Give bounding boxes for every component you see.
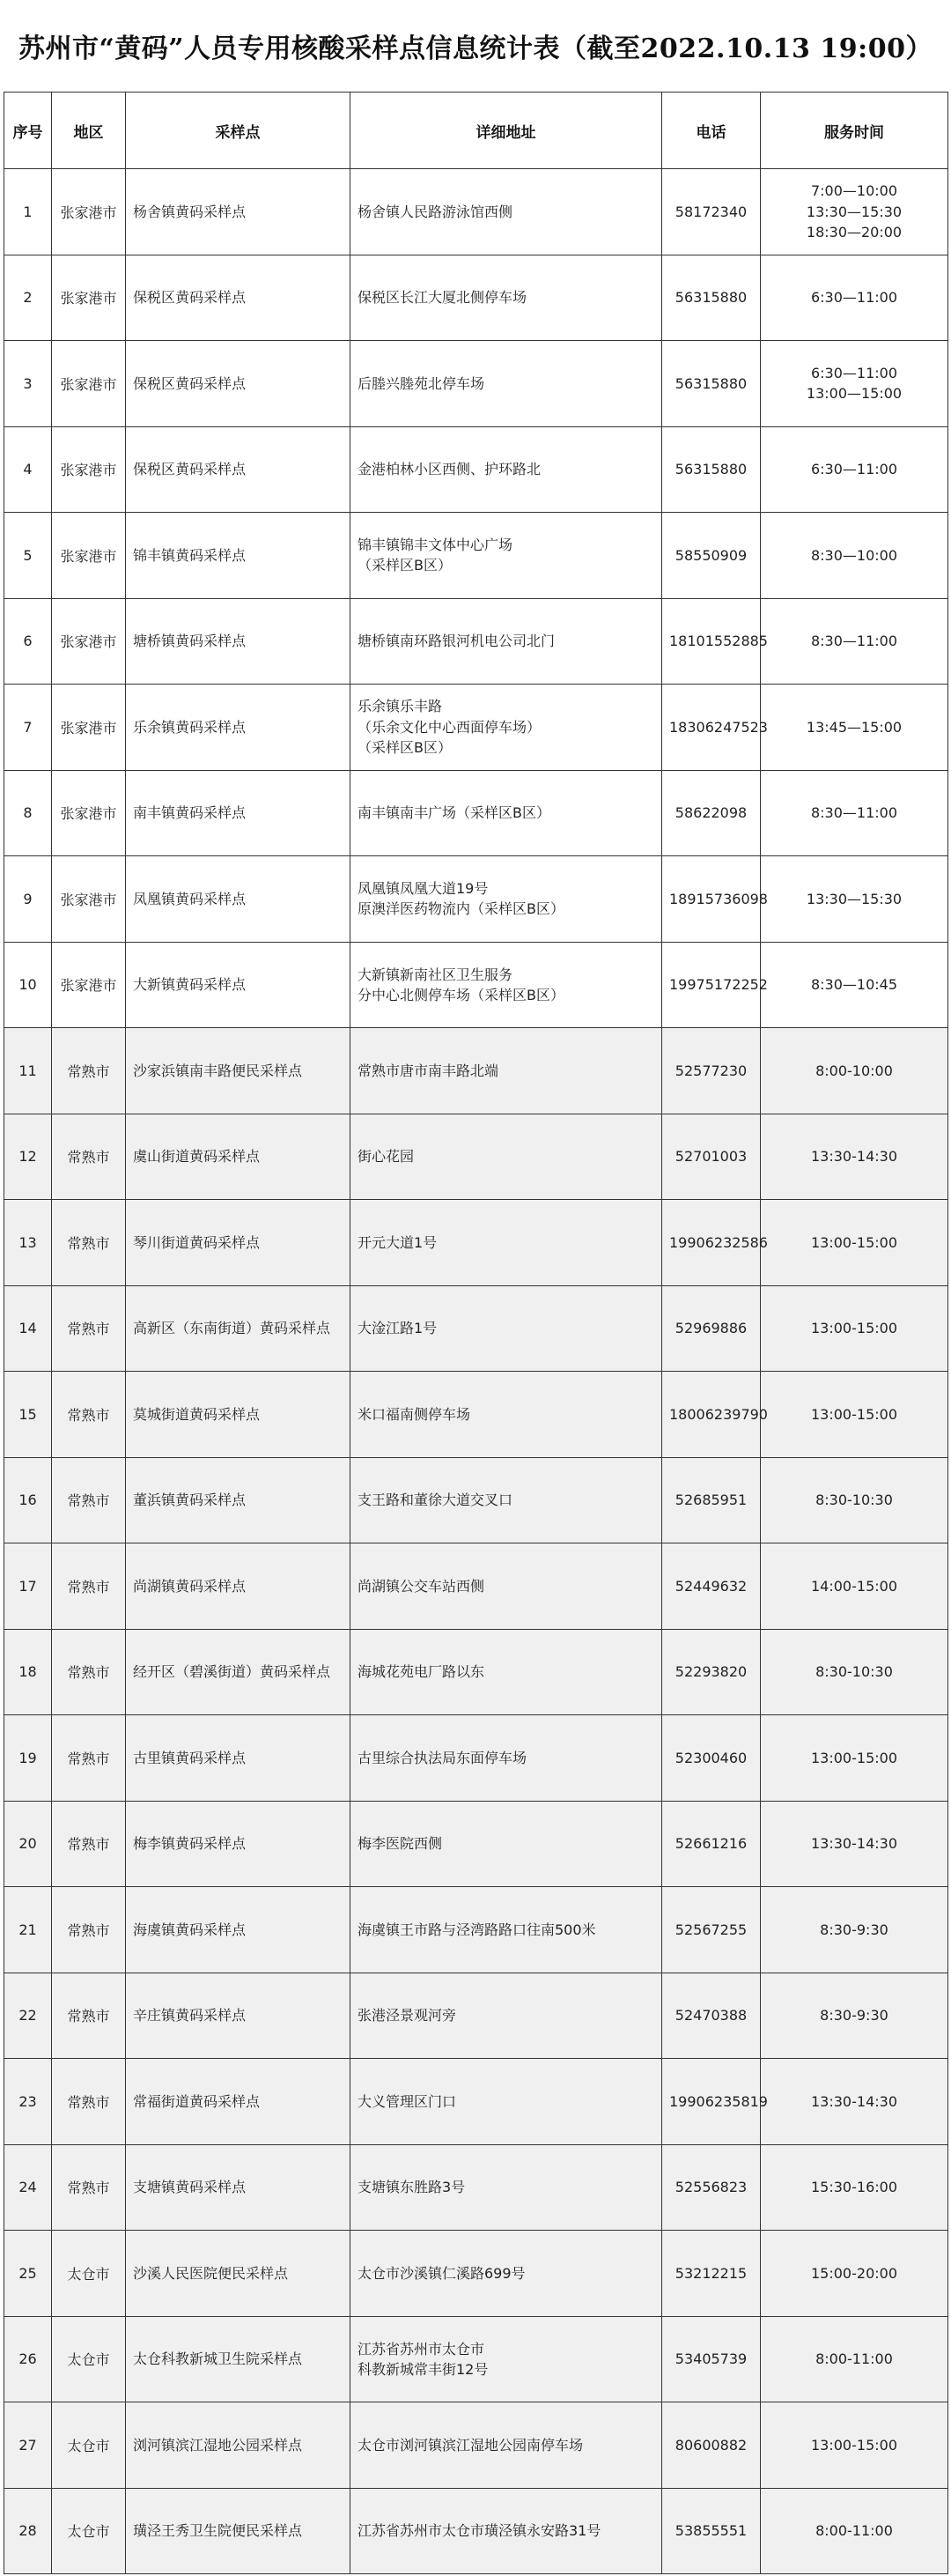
cell-address-line: 乐余镇乐丰路 — [358, 698, 443, 715]
cell-site: 董浜镇黄码采样点 — [126, 1457, 350, 1543]
cell-region: 太仓市 — [52, 2231, 126, 2317]
cell-address-line: 常熟市唐市南丰路北端 — [358, 1062, 499, 1079]
cell-region: 常熟市 — [52, 1200, 126, 1286]
cell-address-line: 江苏省苏州市太仓市 — [358, 2340, 485, 2358]
cell-address — [350, 255, 662, 341]
cell-region: 太仓市 — [52, 2316, 126, 2402]
cell-time — [761, 1285, 948, 1372]
cell-site: 莫城街道黄码采样点 — [126, 1372, 350, 1458]
cell-address — [350, 1200, 662, 1286]
cell-site: 保税区黄码采样点 — [126, 255, 350, 341]
cell-region: 常熟市 — [52, 1457, 126, 1543]
header-site: 采样点 — [126, 93, 350, 169]
cell-site: 杨舍镇黄码采样点 — [126, 169, 350, 255]
cell-region: 常熟市 — [52, 1887, 126, 1973]
cell-site: 海虞镇黄码采样点 — [126, 1887, 350, 1973]
cell-time — [761, 856, 948, 943]
cell-time-line: 6:30—11:00 — [810, 365, 898, 382]
cell-time — [761, 685, 948, 771]
cell-time — [761, 1629, 948, 1715]
cell-time-line: 15:00-20:00 — [811, 2264, 897, 2282]
cell-region: 常熟市 — [52, 1801, 126, 1887]
cell-address — [350, 1629, 662, 1715]
cell-time-line: 8:30-9:30 — [820, 2007, 888, 2025]
cell-region: 常熟市 — [52, 1114, 126, 1200]
cell-region: 常熟市 — [52, 1372, 126, 1458]
cell-time — [761, 513, 948, 599]
cell-phone: 52577230 — [662, 1028, 761, 1114]
cell-phone: 53855551 — [662, 2488, 761, 2574]
cell-site: 锦丰镇黄码采样点 — [126, 513, 350, 599]
table-row — [4, 426, 948, 513]
cell-time — [761, 2231, 948, 2317]
table-row — [4, 2144, 948, 2231]
cell-region: 张家港市 — [52, 169, 126, 255]
cell-address — [350, 341, 662, 427]
cell-no: 20 — [4, 1801, 52, 1887]
cell-phone: 18915736098 — [662, 856, 761, 943]
cell-time-line: 18:30—20:00 — [806, 223, 903, 241]
cell-site: 沙家浜镇南丰路便民采样点 — [126, 1028, 350, 1114]
cell-site: 塘桥镇黄码采样点 — [126, 598, 350, 685]
cell-address-line: 大义管理区门口 — [358, 2092, 457, 2110]
cell-address-line: 太仓市沙溪镇仁溪路699号 — [358, 2264, 526, 2282]
cell-address-line: 张港泾景观河旁 — [358, 2007, 457, 2025]
cell-site: 梅李镇黄码采样点 — [126, 1801, 350, 1887]
cell-region: 常熟市 — [52, 1285, 126, 1372]
cell-no: 16 — [4, 1457, 52, 1543]
cell-address-line: 米口福南侧停车场 — [358, 1405, 471, 1423]
cell-no: 22 — [4, 1973, 52, 2059]
cell-address-line: 尚湖镇公交车站西侧 — [358, 1577, 485, 1595]
cell-time — [761, 942, 948, 1028]
cell-address-line: 海城花苑电厂路以东 — [358, 1663, 485, 1681]
cell-address — [350, 1028, 662, 1114]
cell-time — [761, 2488, 948, 2574]
cell-region: 常熟市 — [52, 1543, 126, 1630]
cell-phone: 52300460 — [662, 1715, 761, 1802]
cell-address-line: 分中心北侧停车场（采样区B区） — [358, 986, 564, 1003]
cell-time — [761, 2059, 948, 2145]
cell-no: 9 — [4, 856, 52, 943]
cell-time-line: 8:30-10:30 — [815, 1492, 893, 1509]
header-region: 地区 — [52, 93, 126, 169]
cell-address — [350, 1114, 662, 1200]
cell-address — [350, 856, 662, 943]
table-row — [4, 1629, 948, 1715]
cell-time — [761, 341, 948, 427]
cell-address — [350, 1285, 662, 1372]
cell-address — [350, 2144, 662, 2231]
cell-time — [761, 1887, 948, 1973]
cell-time — [761, 1543, 948, 1630]
cell-time-line: 13:45—15:00 — [806, 718, 903, 736]
cell-address — [350, 2316, 662, 2402]
cell-no: 4 — [4, 426, 52, 513]
cell-time-line: 13:00-15:00 — [811, 1749, 897, 1766]
cell-phone: 56315880 — [662, 426, 761, 513]
cell-address-line: 支王路和董徐大道交叉口 — [358, 1492, 513, 1509]
cell-site: 支塘镇黄码采样点 — [126, 2144, 350, 2231]
table-row — [4, 255, 948, 341]
cell-no: 19 — [4, 1715, 52, 1802]
cell-region: 张家港市 — [52, 341, 126, 427]
cell-phone: 58550909 — [662, 513, 761, 599]
cell-phone: 52661216 — [662, 1801, 761, 1887]
cell-time-line: 8:30-9:30 — [820, 1921, 888, 1938]
cell-site: 沙溪人民医院便民采样点 — [126, 2231, 350, 2317]
cell-no: 27 — [4, 2402, 52, 2489]
cell-time-line: 13:30-14:30 — [811, 1148, 897, 1166]
cell-address-line: 梅李医院西侧 — [358, 1835, 443, 1853]
cell-site: 浏河镇滨江湿地公园采样点 — [126, 2402, 350, 2489]
cell-address — [350, 2231, 662, 2317]
table-row — [4, 1114, 948, 1200]
cell-site: 尚湖镇黄码采样点 — [126, 1543, 350, 1630]
cell-time — [761, 1200, 948, 1286]
header-phone: 电话 — [662, 93, 761, 169]
table-row — [4, 1543, 948, 1630]
cell-region: 常熟市 — [52, 1629, 126, 1715]
cell-region: 张家港市 — [52, 856, 126, 943]
cell-time — [761, 770, 948, 856]
cell-time-line: 8:00-11:00 — [815, 2522, 893, 2540]
table-header-row — [4, 93, 948, 169]
cell-no: 11 — [4, 1028, 52, 1114]
cell-time-line: 8:00-10:00 — [815, 1062, 893, 1079]
cell-address-line: 街心花园 — [358, 1148, 415, 1166]
cell-site: 南丰镇黄码采样点 — [126, 770, 350, 856]
cell-no: 6 — [4, 598, 52, 685]
cell-address — [350, 1801, 662, 1887]
table-row — [4, 513, 948, 599]
cell-site: 保税区黄码采样点 — [126, 341, 350, 427]
table-row — [4, 2316, 948, 2402]
cell-address-line: 大新镇新南社区卫生服务 — [358, 966, 513, 983]
cell-time — [761, 598, 948, 685]
cell-no: 3 — [4, 341, 52, 427]
cell-site: 高新区（东南街道）黄码采样点 — [126, 1285, 350, 1372]
cell-region: 张家港市 — [52, 426, 126, 513]
cell-time — [761, 2402, 948, 2489]
cell-no: 12 — [4, 1114, 52, 1200]
cell-no: 17 — [4, 1543, 52, 1630]
header-address: 详细地址 — [350, 93, 662, 169]
table-row — [4, 2488, 948, 2574]
cell-phone: 52685951 — [662, 1457, 761, 1543]
cell-time-line: 6:30—11:00 — [810, 461, 898, 478]
cell-time — [761, 1801, 948, 1887]
table-row — [4, 169, 948, 255]
cell-address — [350, 770, 662, 856]
cell-address-line: 南丰镇南丰广场（采样区B区） — [358, 804, 550, 822]
cell-phone: 18306247523 — [662, 685, 761, 771]
cell-site: 保税区黄码采样点 — [126, 426, 350, 513]
cell-no: 28 — [4, 2488, 52, 2574]
table-body — [4, 169, 948, 2574]
cell-phone: 56315880 — [662, 255, 761, 341]
cell-address-line: 后塍兴塍苑北停车场 — [358, 374, 485, 392]
cell-no: 15 — [4, 1372, 52, 1458]
cell-phone: 19906232586 — [662, 1200, 761, 1286]
cell-no: 24 — [4, 2144, 52, 2231]
cell-time-line: 15:30-16:00 — [811, 2179, 897, 2196]
cell-time — [761, 1114, 948, 1200]
cell-time — [761, 426, 948, 513]
table-row — [4, 1457, 948, 1543]
page-title: 苏州市“黄码”人员专用核酸采样点信息统计表（截至2022.10.13 19:00） — [18, 33, 933, 64]
header-time: 服务时间 — [761, 93, 948, 169]
cell-phone: 52701003 — [662, 1114, 761, 1200]
cell-address-line: 金港柏林小区西侧、护环路北 — [358, 461, 542, 478]
cell-time-line: 8:30-10:30 — [815, 1663, 893, 1681]
cell-phone: 52470388 — [662, 1973, 761, 2059]
cell-time-line: 14:00-15:00 — [811, 1577, 897, 1595]
cell-region: 常熟市 — [52, 2059, 126, 2145]
cell-no: 7 — [4, 685, 52, 771]
cell-time-line: 8:00-11:00 — [815, 2350, 893, 2368]
cell-address — [350, 2488, 662, 2574]
cell-address-line: 支塘镇东胜路3号 — [358, 2179, 466, 2196]
cell-site: 乐余镇黄码采样点 — [126, 685, 350, 771]
cell-address-line: 古里综合执法局东面停车场 — [358, 1749, 527, 1766]
info-table — [4, 92, 948, 2574]
cell-time — [761, 1372, 948, 1458]
cell-address-line: 江苏省苏州市太仓市璜泾镇永安路31号 — [358, 2522, 601, 2540]
cell-address-line: 保税区长江大厦北侧停车场 — [358, 289, 527, 307]
cell-time — [761, 1715, 948, 1802]
table-row — [4, 1285, 948, 1372]
cell-address — [350, 426, 662, 513]
cell-phone: 58172340 — [662, 169, 761, 255]
table-row — [4, 856, 948, 943]
table-row — [4, 341, 948, 427]
cell-no: 23 — [4, 2059, 52, 2145]
cell-no: 21 — [4, 1887, 52, 1973]
cell-time-line: 8:30—11:00 — [810, 804, 898, 822]
cell-no: 14 — [4, 1285, 52, 1372]
cell-region: 张家港市 — [52, 598, 126, 685]
cell-address-line: 海虞镇王市路与泾湾路路口往南500米 — [358, 1921, 596, 1938]
cell-region: 常熟市 — [52, 1715, 126, 1802]
cell-time-line: 13:30—15:30 — [806, 203, 903, 220]
cell-address — [350, 2402, 662, 2489]
cell-time-line: 7:00—10:00 — [810, 182, 898, 200]
cell-address-line: （乐余文化中心西面停车场） — [358, 718, 542, 736]
cell-phone: 52556823 — [662, 2144, 761, 2231]
cell-region: 张家港市 — [52, 770, 126, 856]
cell-site: 太仓科教新城卫生院采样点 — [126, 2316, 350, 2402]
cell-phone: 52449632 — [662, 1543, 761, 1630]
cell-site: 大新镇黄码采样点 — [126, 942, 350, 1028]
cell-address-line: 塘桥镇南环路银河机电公司北门 — [358, 633, 556, 650]
header-no: 序号 — [4, 93, 52, 169]
cell-address — [350, 685, 662, 771]
cell-address-line: 锦丰镇锦丰文体中心广场 — [358, 537, 513, 554]
cell-no: 2 — [4, 255, 52, 341]
cell-address-line: 大淦江路1号 — [358, 1320, 438, 1337]
cell-address-line: 科教新城常丰街12号 — [358, 2360, 489, 2378]
cell-time-line: 13:00-15:00 — [811, 1320, 897, 1337]
cell-phone: 18006239790 — [662, 1372, 761, 1458]
table-row — [4, 1715, 948, 1802]
cell-time-line: 8:30—11:00 — [810, 633, 898, 650]
cell-address — [350, 1715, 662, 1802]
cell-site: 古里镇黄码采样点 — [126, 1715, 350, 1802]
cell-region: 张家港市 — [52, 513, 126, 599]
table-row — [4, 2059, 948, 2145]
cell-no: 5 — [4, 513, 52, 599]
cell-time — [761, 2144, 948, 2231]
cell-time-line: 13:30-14:30 — [811, 2092, 897, 2110]
cell-region: 常熟市 — [52, 1028, 126, 1114]
table-row — [4, 2402, 948, 2489]
cell-region: 太仓市 — [52, 2488, 126, 2574]
table-row — [4, 1028, 948, 1114]
cell-region: 张家港市 — [52, 942, 126, 1028]
cell-address — [350, 1457, 662, 1543]
cell-site: 凤凰镇黄码采样点 — [126, 856, 350, 943]
cell-address-line: 凤凰镇凤凰大道19号 — [358, 880, 489, 898]
cell-time-line: 13:00-15:00 — [811, 2436, 897, 2454]
cell-address-line: 开元大道1号 — [358, 1233, 438, 1251]
cell-no: 1 — [4, 169, 52, 255]
table-row — [4, 685, 948, 771]
cell-time-line: 13:00—15:00 — [806, 385, 903, 403]
cell-time — [761, 169, 948, 255]
cell-phone: 80600882 — [662, 2402, 761, 2489]
table-row — [4, 1200, 948, 1286]
table-row — [4, 770, 948, 856]
cell-time-line: 6:30—11:00 — [810, 289, 898, 307]
cell-phone: 58622098 — [662, 770, 761, 856]
cell-no: 26 — [4, 2316, 52, 2402]
table-row — [4, 1372, 948, 1458]
cell-site: 常福街道黄码采样点 — [126, 2059, 350, 2145]
cell-time — [761, 255, 948, 341]
cell-time-line: 8:30—10:00 — [810, 546, 898, 564]
cell-site: 琴川街道黄码采样点 — [126, 1200, 350, 1286]
cell-site: 辛庄镇黄码采样点 — [126, 1973, 350, 2059]
cell-site: 虞山街道黄码采样点 — [126, 1114, 350, 1200]
table-row — [4, 1973, 948, 2059]
cell-region: 张家港市 — [52, 685, 126, 771]
cell-phone: 18101552885 — [662, 598, 761, 685]
cell-address — [350, 2059, 662, 2145]
cell-phone: 53212215 — [662, 2231, 761, 2317]
cell-address-line: （采样区B区） — [358, 557, 452, 574]
cell-time-line: 13:30-14:30 — [811, 1835, 897, 1853]
cell-time — [761, 2316, 948, 2402]
cell-time — [761, 1028, 948, 1114]
cell-phone: 56315880 — [662, 341, 761, 427]
table-row — [4, 2231, 948, 2317]
cell-address-line: 杨舍镇人民路游泳馆西侧 — [358, 203, 513, 220]
cell-region: 常熟市 — [52, 2144, 126, 2231]
cell-address — [350, 1543, 662, 1630]
cell-time-line: 8:30—10:45 — [810, 976, 898, 994]
table-row — [4, 1801, 948, 1887]
cell-site: 经开区（碧溪街道）黄码采样点 — [126, 1629, 350, 1715]
cell-phone: 52293820 — [662, 1629, 761, 1715]
cell-time-line: 13:00-15:00 — [811, 1233, 897, 1251]
cell-no: 25 — [4, 2231, 52, 2317]
table-row — [4, 598, 948, 685]
cell-time-line: 13:00-15:00 — [811, 1405, 897, 1423]
cell-no: 18 — [4, 1629, 52, 1715]
cell-no: 13 — [4, 1200, 52, 1286]
cell-region: 太仓市 — [52, 2402, 126, 2489]
cell-address — [350, 598, 662, 685]
cell-address — [350, 513, 662, 599]
cell-address-line: （采样区B区） — [358, 738, 452, 756]
cell-time-line: 13:30—15:30 — [806, 890, 903, 907]
cell-address — [350, 1372, 662, 1458]
cell-region: 张家港市 — [52, 255, 126, 341]
cell-region: 常熟市 — [52, 1973, 126, 2059]
cell-time — [761, 1457, 948, 1543]
cell-address — [350, 169, 662, 255]
cell-phone: 52567255 — [662, 1887, 761, 1973]
table-row — [4, 1887, 948, 1973]
cell-address — [350, 942, 662, 1028]
cell-address — [350, 1973, 662, 2059]
cell-no: 8 — [4, 770, 52, 856]
cell-phone: 19975172252 — [662, 942, 761, 1028]
cell-no: 10 — [4, 942, 52, 1028]
cell-address-line: 太仓市浏河镇滨江湿地公园南停车场 — [358, 2436, 584, 2454]
cell-phone: 19906235819 — [662, 2059, 761, 2145]
cell-time — [761, 1973, 948, 2059]
cell-site: 璜泾王秀卫生院便民采样点 — [126, 2488, 350, 2574]
cell-address — [350, 1887, 662, 1973]
cell-phone: 53405739 — [662, 2316, 761, 2402]
cell-address-line: 原澳洋医药物流内（采样区B区） — [358, 900, 564, 918]
cell-phone: 52969886 — [662, 1285, 761, 1372]
table-row — [4, 942, 948, 1028]
